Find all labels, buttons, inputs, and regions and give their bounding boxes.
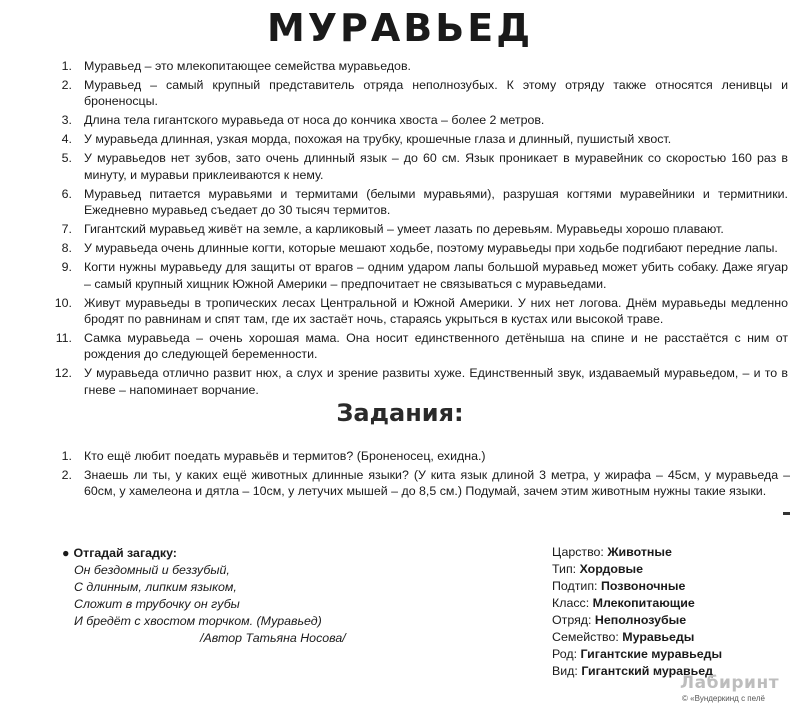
taxonomy-label: Подтип: <box>552 579 598 593</box>
taxonomy-row <box>552 595 792 612</box>
taxonomy-row <box>552 578 792 595</box>
fact-item <box>38 365 788 398</box>
riddle-heading-text: Отгадай загадку: <box>73 546 177 560</box>
taxonomy-value: Млекопитающие <box>592 596 695 610</box>
fact-item <box>38 330 788 363</box>
task-number: 2. <box>61 468 72 482</box>
taxonomy-row <box>552 629 792 646</box>
fact-number: 11. <box>55 331 72 346</box>
taxonomy-value: Животные <box>607 545 672 559</box>
taxonomy-label: Род: <box>552 647 578 661</box>
fact-number: 12. <box>54 366 72 381</box>
copyright-text: © «Вундеркинд с пелё <box>682 694 765 703</box>
fact-text: Муравьед – это млекопитающее семейства муравьедов. <box>84 59 411 73</box>
task-number: 1. <box>61 449 72 463</box>
riddle-heading <box>62 545 502 562</box>
fact-number: 6. <box>61 186 72 201</box>
fact-text: Живут муравьеды в тропических лесах Центральной и Южной Америки. У них нет логова. Днём муравьеды медленно бродят по равнинам и спят там, где их застаёт ночь, стараясь укрыться в кустах или высокой траве. <box>84 295 788 327</box>
riddle-line: Сложит в трубочку он губы <box>74 597 240 611</box>
riddle-block <box>62 545 502 647</box>
fact-item <box>38 186 788 219</box>
fact-text: У муравьедов нет зубов, зато очень длинный язык – до 60 см. Язык проникает в муравейник со скоростью 160 раз в минуту, и муравьи приклеиваются к нему. <box>84 151 788 182</box>
facts-list <box>38 58 788 401</box>
taxonomy-value: Гигантский муравьед <box>581 664 714 678</box>
taxonomy-label: Тип: <box>552 562 577 576</box>
fact-text: Когти нужны муравьеду для защиты от врагов – одним ударом лапы большой муравьед может убить собаку. Даже ягуар – самый крупный хищник Южной Америки – предпочитает не связываться с муравьедами. <box>84 260 788 291</box>
labirint-watermark: Лабиринт <box>680 673 780 693</box>
page-title: МУРАВЬЕД <box>266 6 534 50</box>
fact-text: Длина тела гигантского муравьеда от носа до кончика хвоста – более 2 метров. <box>84 113 545 128</box>
task-text: Знаешь ли ты, у каких ещё животных длинные языки? (У кита язык длиной 3 метра, у жирафа – 45см, у муравьеда – 60см, у хамелеона и дятла – 10см, у летучих мышей – до 8,5 см.) Подумай, зачем этим животным нужны такие языки. <box>84 468 790 499</box>
fact-text: У муравьеда отлично развит нюх, а слух и зрение развиты хуже. Единственный звук, издаваемый муравьедом, – и то в гневе – напоминает ворчание. <box>84 366 788 397</box>
fact-number: 1. <box>61 59 72 73</box>
fact-number: 10. <box>54 295 72 310</box>
riddle-author: /Автор Татьяна Носова/ <box>200 631 346 645</box>
fact-item <box>38 259 788 292</box>
taxonomy-label: Класс: <box>552 596 590 610</box>
riddle-line: Он бездомный и беззубый, <box>74 563 230 577</box>
task-item <box>38 467 790 500</box>
fact-text: У муравьеда длинная, узкая морда, похожая на трубку, крошечные глаза и длинный, пушистый хвост. <box>84 132 672 147</box>
task-item <box>38 448 790 464</box>
taxonomy-row <box>552 561 792 578</box>
fact-text: Самка муравьеда – очень хорошая мама. Она носит единственного детёныша на спине и не расстаётся с ним от рождения до следующей беременности. <box>84 331 788 362</box>
taxonomy-row <box>552 612 792 629</box>
fact-item <box>38 58 788 74</box>
fact-number: 2. <box>61 78 72 92</box>
fact-text: Муравьед – самый крупный представитель отряда неполнозубых. К этому отряду также относятся ленивцы и броненосцы. <box>84 78 788 109</box>
fact-number: 4. <box>61 132 72 147</box>
tasks-list <box>38 448 790 502</box>
fact-number: 3. <box>61 113 72 128</box>
fact-number: 9. <box>61 260 72 275</box>
taxonomy-label: Вид: <box>552 664 578 678</box>
fact-item <box>38 150 788 183</box>
tasks-heading: Задания: <box>336 399 464 427</box>
fact-text: Гигантский муравьед живёт на земле, а карликовый – умеет лазать по деревьям. Муравьеды хорошо плавают. <box>84 222 724 237</box>
taxonomy-row <box>552 544 792 561</box>
fact-item <box>38 221 788 237</box>
taxonomy-label: Отряд: <box>552 613 592 627</box>
fact-number: 5. <box>61 151 72 166</box>
taxonomy-value: Гигантские муравьеды <box>580 647 723 661</box>
fact-text: У муравьеда очень длинные когти, которые мешают ходьбе, поэтому муравьеды при ходьбе подгибают передние лапы. <box>84 241 778 256</box>
stray-mark <box>783 512 790 515</box>
taxonomy-label: Царство: <box>552 545 604 559</box>
taxonomy-value: Муравьеды <box>622 630 695 644</box>
fact-number: 7. <box>61 222 72 237</box>
riddle-line: С длинным, липким языком, <box>74 580 237 594</box>
fact-item <box>38 77 788 110</box>
taxonomy-value: Позвоночные <box>600 579 686 593</box>
taxonomy-label: Семейство: <box>552 630 619 644</box>
fact-item <box>38 131 788 147</box>
taxonomy-block <box>552 544 792 680</box>
task-text: Кто ещё любит поедать муравьёв и термитов? (Броненосец, ехидна.) <box>84 449 486 463</box>
taxonomy-value: Хордовые <box>579 562 644 576</box>
taxonomy-row <box>552 646 792 663</box>
bullet-icon: ● <box>62 546 70 560</box>
fact-item <box>38 295 788 328</box>
fact-item <box>38 112 788 128</box>
riddle-line: И бредёт с хвостом торчком. (Муравьед) <box>74 614 322 628</box>
fact-text: Муравьед питается муравьями и термитами (белыми муравьями), разрушая когтями муравейники и термитники. Ежедневно муравьед съедает до 30 тысяч термитов. <box>84 186 788 218</box>
fact-item <box>38 240 788 256</box>
taxonomy-value: Неполнозубые <box>594 613 687 627</box>
fact-number: 8. <box>61 241 72 256</box>
